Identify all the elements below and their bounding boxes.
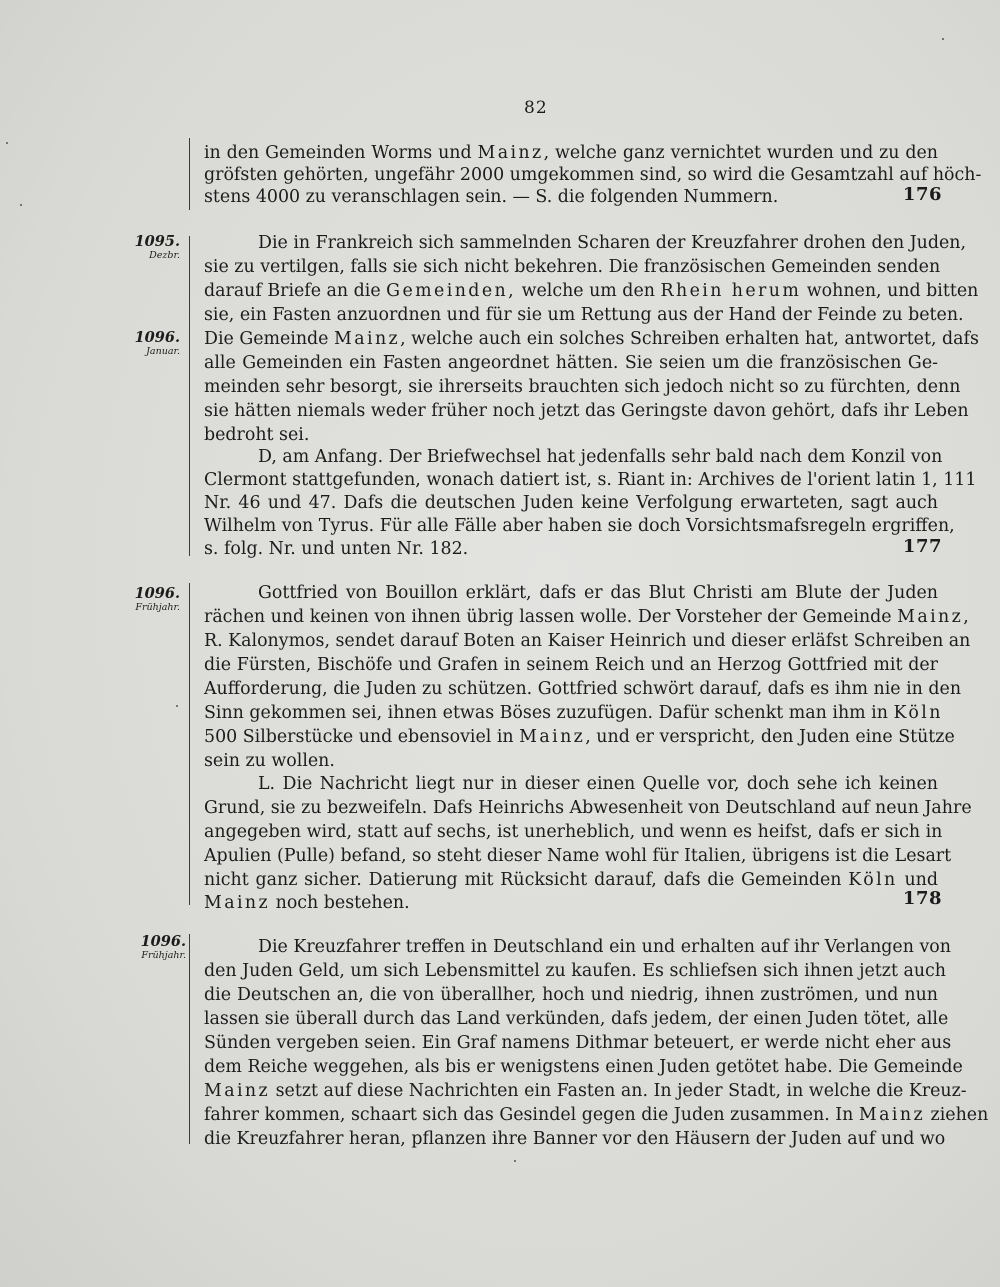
text-line: Die Kreuzfahrer treffen in Deutschland ein und erhalten auf ihr Verlangen von	[258, 937, 951, 957]
text-line: Wilhelm von Tyrus. Für alle Fälle aber haben sie doch Vorsichtsmafsregeln ergriffen,	[204, 516, 955, 536]
text-line: Die Gemeinde Mainz, welche auch ein solches Schreiben erhalten hat, antwortet, dafs	[204, 329, 979, 349]
text-line: Sinn gekommen sei, ihnen etwas Böses zuzufügen. Dafür schenkt man ihm in Köln	[204, 703, 943, 723]
margin-rule	[189, 583, 190, 905]
margin-note-month: Frühjahr.	[135, 602, 180, 613]
entry-number: 178	[902, 888, 942, 909]
text-line: alle Gemeinden ein Fasten angeordnet hätten. Sie seien um die französischen Ge-	[204, 353, 938, 373]
text-line: Die in Frankreich sich sammelnden Scharen der Kreuzfahrer drohen den Juden,	[258, 233, 967, 253]
entry-number: 176	[902, 184, 942, 205]
text-line: s. folg. Nr. und unten Nr. 182.	[204, 539, 469, 559]
text-line: sie zu vertilgen, falls sie sich nicht bekehren. Die französischen Gemeinden senden	[204, 257, 941, 277]
paper-speck	[176, 705, 178, 707]
text-line: in den Gemeinden Worms und Mainz, welche ganz vernichtet wurden und zu den	[204, 143, 938, 163]
paper-speck	[20, 204, 22, 206]
margin-note-year: 1096.	[134, 329, 180, 346]
paper-speck	[942, 38, 944, 40]
text-line: Mainz noch bestehen.	[204, 893, 410, 913]
margin-rule	[189, 236, 190, 556]
text-line: L. Die Nachricht liegt nur in dieser einen Quelle vor, doch sehe ich keinen	[258, 774, 938, 794]
text-line: nicht ganz sicher. Datierung mit Rücksicht darauf, dafs die Gemeinden Köln und	[204, 870, 939, 890]
text-line: gröfsten gehörten, ungefähr 2000 umgekommen sind, so wird die Gesamtzahl auf höch-	[204, 165, 982, 185]
text-line: Aufforderung, die Juden zu schützen. Gottfried schwört darauf, dafs es ihm nie in den	[204, 679, 962, 699]
text-line: die Kreuzfahrer heran, pflanzen ihre Banner vor den Häusern der Juden auf und wo	[204, 1129, 946, 1149]
margin-note-month: Januar.	[146, 346, 180, 357]
margin-note-year: 1096.	[134, 585, 180, 602]
text-line: fahrer kommen, schaart sich das Gesindel gegen die Juden zusammen. In Mainz ziehen	[204, 1105, 989, 1125]
margin-note-date	[100, 330, 180, 357]
text-line: rächen und keinen von ihnen übrig lassen wolle. Der Vorsteher der Gemeinde Mainz,	[204, 607, 969, 627]
text-line: stens 4000 zu veranschlagen sein. — S. die folgenden Nummern.	[204, 187, 779, 207]
text-line: angegeben wird, statt auf sechs, ist unerheblich, und wenn es heifst, dafs er sich in	[204, 822, 943, 842]
text-line: den Juden Geld, um sich Lebensmittel zu kaufen. Es schliefsen sich ihnen jetzt auch	[204, 961, 946, 981]
margin-rule	[189, 138, 190, 210]
text-line: sie hätten niemals weder früher noch jetzt das Geringste davon gehört, dafs ihr Leben	[204, 401, 969, 421]
text-line: darauf Briefe an die Gemeinden, welche um den Rhein herum wohnen, und bitten	[204, 281, 979, 301]
text-line: Grund, sie zu bezweifeln. Dafs Heinrichs Abwesenheit von Deutschland auf neun Jahre	[204, 798, 972, 818]
text-line: lassen sie überall durch das Land verkünden, dafs jedem, der einen Juden tötet, alle	[204, 1009, 949, 1029]
margin-note-date	[100, 586, 180, 613]
margin-note-month: Frühjahr.	[141, 950, 186, 961]
text-line: sein zu wollen.	[204, 751, 335, 771]
text-line: D, am Anfang. Der Briefwechsel hat jedenfalls sehr bald nach dem Konzil von	[258, 447, 943, 467]
text-line: Mainz setzt auf diese Nachrichten ein Fasten an. In jeder Stadt, in welche die Kreuz-	[204, 1081, 967, 1101]
text-line: meinden sehr besorgt, sie ihrerseits brauchten sich jedoch nicht so zu fürchten, denn	[204, 377, 961, 397]
page-number: 82	[524, 98, 548, 118]
margin-note-year: 1096.	[140, 933, 186, 950]
paper-speck	[6, 142, 8, 144]
text-line: die Fürsten, Bischöfe und Grafen in seinem Reich und an Herzog Gottfried mit der	[204, 655, 938, 675]
text-line: Sünden vergeben seien. Ein Graf namens Dithmar beteuert, er werde nicht eher aus	[204, 1033, 952, 1053]
text-line: bedroht sei.	[204, 425, 310, 445]
text-line: R. Kalonymos, sendet darauf Boten an Kaiser Heinrich und dieser erläfst Schreiben an	[204, 631, 971, 651]
text-line: Clermont stattgefunden, wonach datiert ist, s. Riant in: Archives de l'orient latin 1, 111	[204, 470, 977, 490]
margin-rule	[189, 934, 190, 1144]
margin-note-year: 1095.	[134, 233, 180, 250]
text-line: Nr. 46 und 47. Dafs die deutschen Juden keine Verfolgung erwarteten, sagt auch	[204, 493, 938, 513]
text-line: die Deutschen an, die von überallher, hoch und niedrig, ihnen zuströmen, und nun	[204, 985, 938, 1005]
text-line: dem Reiche weggehen, als bis er wenigstens einen Juden getötet habe. Die Gemeinde	[204, 1057, 963, 1077]
text-line: Gottfried von Bouillon erklärt, dafs er das Blut Christi am Blute der Juden	[258, 583, 938, 603]
text-line: Apulien (Pulle) befand, so steht dieser Name wohl für Italien, übrigens ist die Lesart	[204, 846, 952, 866]
entry-number: 177	[902, 536, 942, 557]
margin-note-month: Dezbr.	[149, 250, 180, 261]
text-line: sie, ein Fasten anzuordnen und für sie um Rettung aus der Hand der Feinde zu beten.	[204, 305, 964, 325]
margin-note-date	[100, 234, 180, 261]
margin-note-date	[100, 934, 186, 961]
paper-speck	[514, 1160, 516, 1162]
text-line: 500 Silberstücke und ebensoviel in Mainz, und er verspricht, den Juden eine Stütze	[204, 727, 955, 747]
